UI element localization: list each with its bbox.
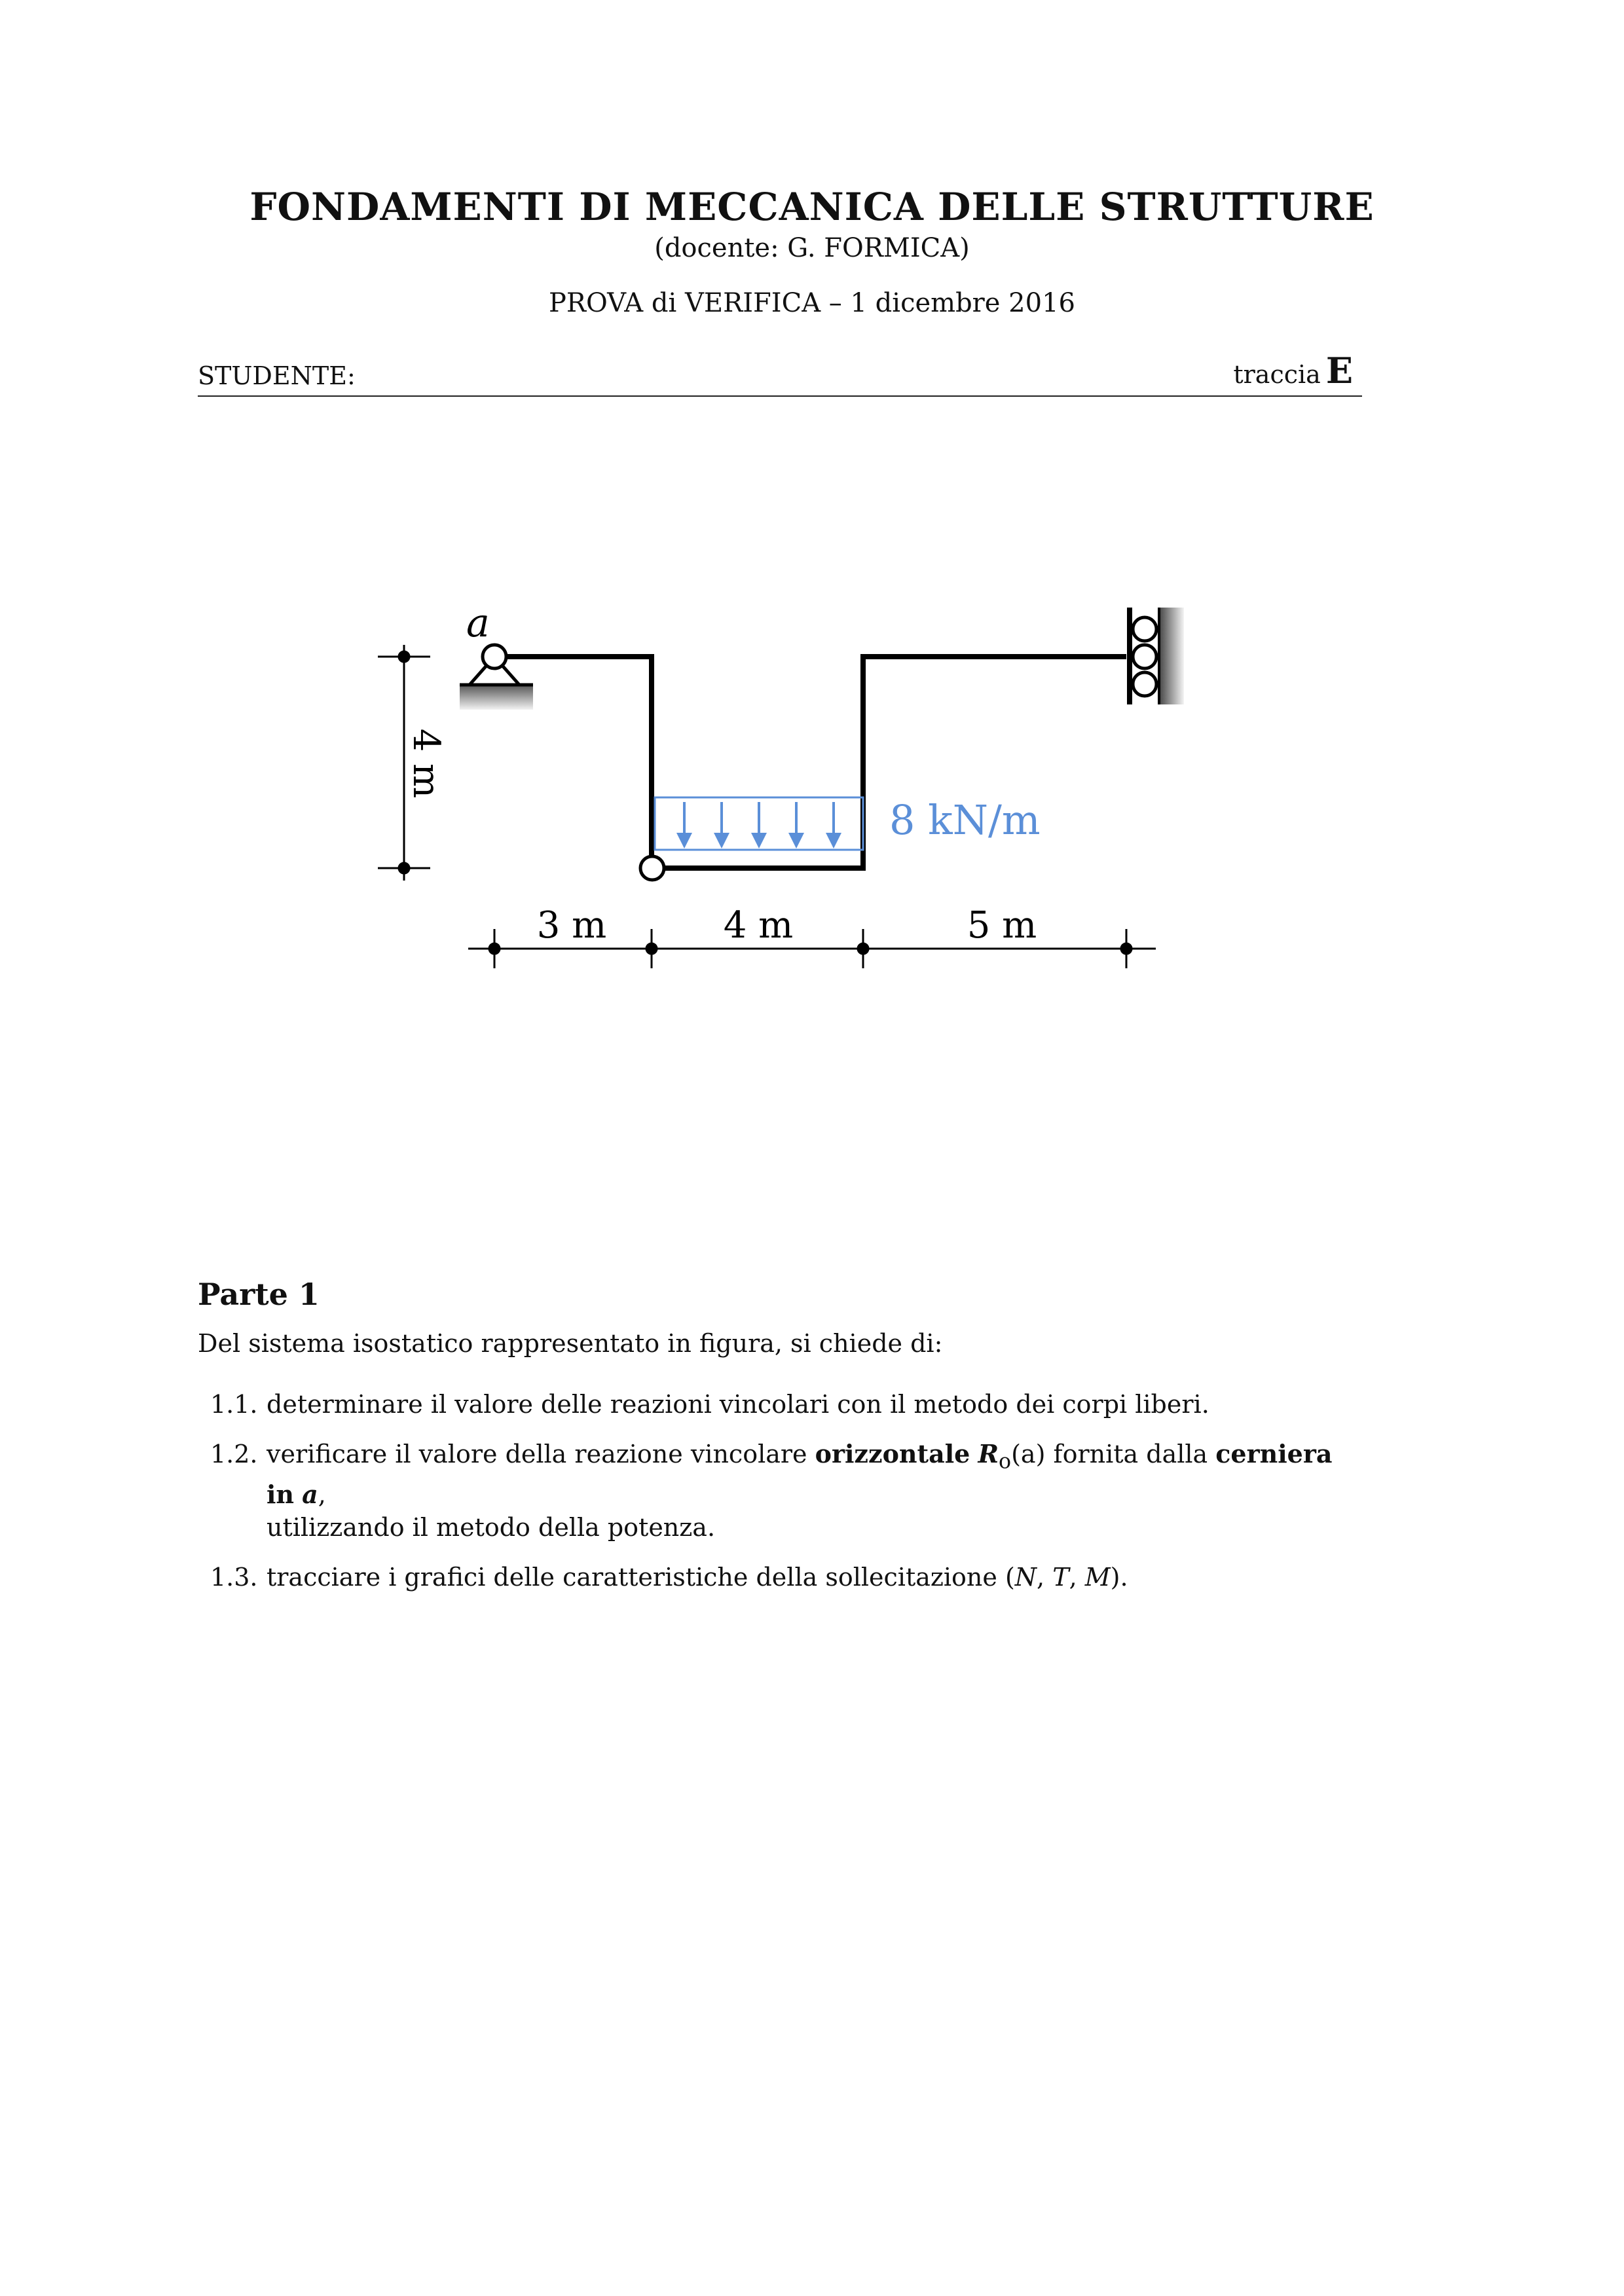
task-text: determinare il valore delle reazioni vincolari con il metodo dei corpi liberi. (267, 1390, 1209, 1419)
internal-hinge-icon (640, 856, 664, 880)
task-number: 1.1. (210, 1390, 258, 1419)
roller-support-icon (1130, 608, 1184, 704)
task-text-tail: ). (1110, 1562, 1128, 1592)
reaction-argument: (a) (1011, 1440, 1046, 1468)
page-title: FONDAMENTI DI MECCANICA DELLE STRUTTURE (249, 185, 1375, 229)
student-label: STUDENTE: (198, 361, 356, 390)
task-number: 1.3. (210, 1562, 258, 1592)
task-text-line2: utilizzando il metodo della potenza. (267, 1512, 716, 1542)
height-dimension-label: 4 m (405, 728, 447, 799)
task-list (198, 1388, 1363, 1611)
list-item (198, 1388, 1363, 1421)
task-bold-word: orizzontale (815, 1439, 970, 1468)
task-number: 1.2. (210, 1440, 258, 1468)
reaction-subscript: o (999, 1449, 1012, 1474)
task-bold-point: a (302, 1479, 318, 1509)
structure-diagram (0, 576, 1624, 1074)
task-text-tail: , (318, 1480, 326, 1509)
track-letter: E (1325, 350, 1353, 392)
task-text-start: tracciare i grafici delle caratteristiche della sollecitazione ( (267, 1562, 1015, 1592)
symbol-M: M (1084, 1562, 1111, 1592)
load-label: 8 kN/m (889, 796, 1041, 844)
task-bold-phrase: cerniera in (267, 1439, 1333, 1509)
exam-date-line: PROVA di VERIFICA – 1 dicembre 2016 (549, 288, 1075, 318)
span-dimension-label: 4 m (723, 904, 794, 947)
task-text-start: verificare il valore della reazione vincolare (267, 1440, 815, 1468)
distributed-load-icon (655, 797, 863, 850)
track-label: traccia (1233, 360, 1321, 389)
section-intro: Del sistema isostatico rappresentato in figura, si chiede di: (198, 1329, 943, 1358)
symbol-T: T (1052, 1562, 1069, 1592)
task-text-middle: fornita dalla (1045, 1440, 1216, 1468)
teacher-line: (docente: G. FORMICA) (654, 233, 970, 263)
list-item: 1.3. tracciare i grafici delle caratteristiche della sollecitazione (N, T, M). (198, 1561, 1363, 1594)
span-dimension-label: 3 m (536, 904, 607, 947)
symbol-N: N (1014, 1562, 1037, 1592)
section-title: Parte 1 (198, 1277, 320, 1312)
point-a-label: a (466, 600, 490, 646)
student-row (198, 350, 1362, 397)
span-dimension-label: 5 m (967, 904, 1037, 947)
reaction-symbol: R (978, 1439, 999, 1468)
list-item (198, 1438, 1363, 1544)
track-indicator (1233, 350, 1353, 392)
